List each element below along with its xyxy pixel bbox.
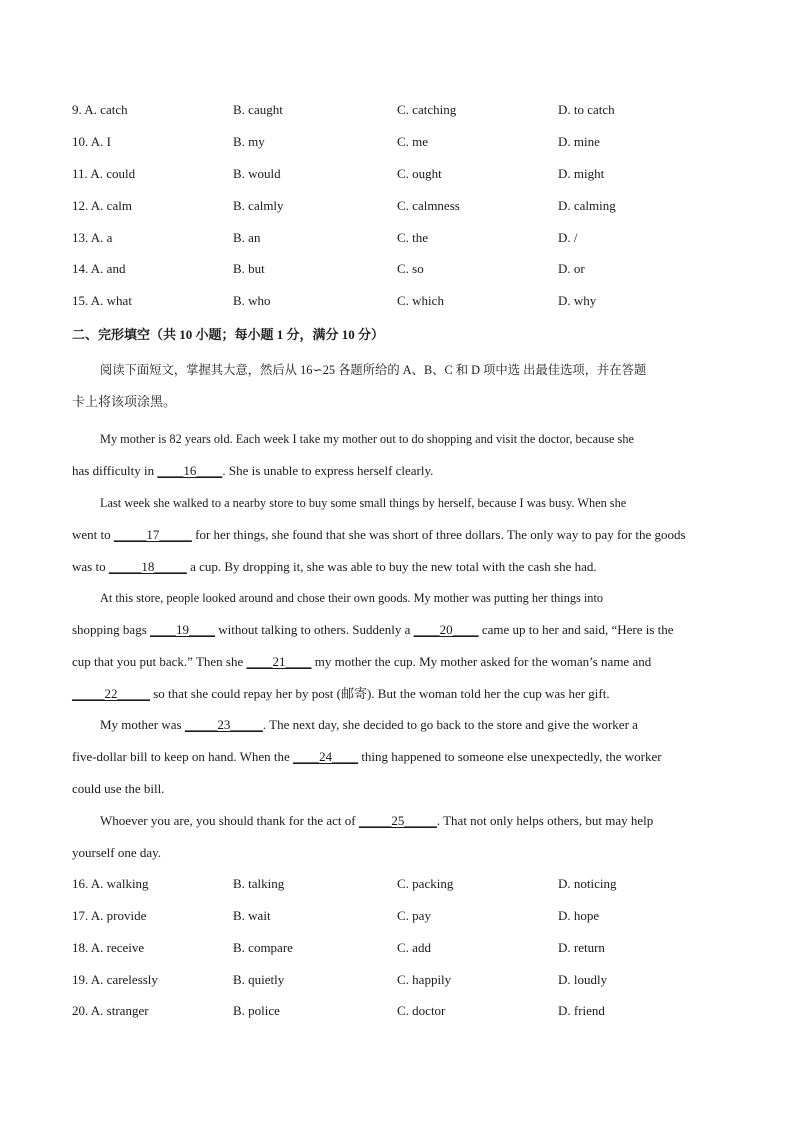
paragraph-line	[72, 741, 722, 773]
option-c: C. calmness	[397, 198, 460, 213]
option-a: 15. A. what	[72, 293, 132, 308]
question-12-options	[72, 198, 732, 218]
question-20-options	[72, 1003, 732, 1023]
option-a: 17. A. provide	[72, 908, 147, 923]
text: so that she could repay her by post (邮寄). But the woman told her the cup was her gift.	[150, 686, 610, 701]
text: my mother the cup. My mother asked for the woman’s name and	[311, 654, 652, 669]
option-c: C. doctor	[397, 1003, 446, 1018]
question-9-options	[72, 102, 732, 122]
option-b: B. caught	[233, 102, 283, 117]
text: . She is unable to express herself clearly.	[222, 463, 434, 478]
passage-paragraph-1	[72, 423, 722, 487]
paragraph-line: Last week she walked to a nearby store to buy some small things by herself, because I was busy. When she	[100, 496, 627, 510]
option-a: 11. A. could	[72, 166, 136, 181]
option-a: 18. A. receive	[72, 940, 145, 955]
question-11-options	[72, 166, 732, 186]
option-d: D. might	[558, 166, 605, 181]
option-c: C. me	[397, 134, 429, 149]
paragraph-line: My mother is 82 years old. Each week I take my mother out to do shopping and visit the doctor, because she	[100, 432, 634, 446]
option-b: B. wait	[233, 908, 271, 923]
blank-25: _____25_____	[358, 813, 437, 828]
text: five-dollar bill to keep on hand. When the	[72, 749, 294, 764]
paragraph-line	[72, 805, 722, 837]
text: came up to her and said, “Here is the	[478, 622, 674, 637]
question-10-options	[72, 134, 732, 154]
paragraph-line	[72, 678, 722, 710]
option-b: B. an	[233, 230, 261, 245]
passage-paragraph-3	[72, 582, 722, 710]
option-c: C. happily	[397, 972, 452, 987]
option-d: D. calming	[558, 198, 616, 213]
text: has difficulty in	[72, 463, 158, 478]
option-d: D. hope	[558, 908, 600, 923]
blank-21: ____21____	[246, 654, 312, 669]
blank-16: ____16____	[157, 463, 223, 478]
option-c: C. ought	[397, 166, 442, 181]
option-c: C. add	[397, 940, 431, 955]
option-d: D. to catch	[558, 102, 615, 117]
option-d: D. /	[558, 230, 578, 245]
paragraph-line	[72, 709, 722, 741]
text: Whoever you are, you should thank for the act of	[100, 813, 359, 828]
text: went to	[72, 527, 114, 542]
option-b: B. compare	[233, 940, 293, 955]
text: for her things, she found that she was short of three dollars. The only way to pay for the goods	[191, 527, 686, 542]
blank-24: ____24____	[293, 749, 359, 764]
option-d: D. or	[558, 261, 585, 276]
option-b: B. police	[233, 1003, 280, 1018]
question-19-options	[72, 972, 732, 992]
option-a: 19. A. carelessly	[72, 972, 158, 987]
option-b: B. my	[233, 134, 265, 149]
option-a: 9. A. catch	[72, 102, 128, 117]
blank-18: _____18_____	[108, 559, 187, 574]
option-d: D. loudly	[558, 972, 608, 987]
question-14-options	[72, 261, 732, 281]
text: My mother was	[100, 717, 185, 732]
question-18-options	[72, 940, 732, 960]
option-d: D. noticing	[558, 876, 617, 891]
option-a: 13. A. a	[72, 230, 113, 245]
instructions-line-1: 阅读下面短文，掌握其大意，然后从 16∽25 各题所给的 A、B、C 和 D 项中选 出最佳选项，并在答题	[100, 363, 647, 377]
paragraph-line	[72, 519, 722, 551]
section-title: 二、完形填空（共 10 小题；每小题 1 分，满分 10 分）	[72, 327, 385, 342]
paragraph-line	[72, 646, 722, 678]
paragraph-line	[72, 614, 722, 646]
option-c: C. which	[397, 293, 444, 308]
instructions-line-2: 卡上将该项涂黑。	[72, 394, 177, 409]
option-b: B. but	[233, 261, 265, 276]
question-13-options	[72, 230, 732, 250]
option-d: D. friend	[558, 1003, 605, 1018]
option-c: C. the	[397, 230, 429, 245]
blank-20: ____20____	[413, 622, 479, 637]
paragraph-line: could use the bill.	[72, 781, 165, 796]
passage-paragraph-2	[72, 487, 722, 583]
option-b: B. calmly	[233, 198, 284, 213]
option-b: B. would	[233, 166, 281, 181]
option-c: C. catching	[397, 102, 457, 117]
option-d: D. mine	[558, 134, 600, 149]
blank-17: _____17_____	[113, 527, 192, 542]
text: shopping bags	[72, 622, 150, 637]
option-b: B. who	[233, 293, 271, 308]
option-a: 10. A. I	[72, 134, 111, 149]
option-c: C. pay	[397, 908, 431, 923]
question-15-options	[72, 293, 732, 313]
passage-paragraph-4	[72, 709, 722, 805]
text: cup that you put back.” Then she	[72, 654, 247, 669]
passage-paragraph-5	[72, 805, 722, 869]
option-a: 16. A. walking	[72, 876, 149, 891]
option-d: D. return	[558, 940, 605, 955]
option-a: 12. A. calm	[72, 198, 132, 213]
option-b: B. quietly	[233, 972, 285, 987]
question-17-options	[72, 908, 732, 928]
blank-19: ____19____	[150, 622, 215, 637]
instructions	[72, 354, 722, 418]
option-a: 14. A. and	[72, 261, 126, 276]
paragraph-line: At this store, people looked around and chose their own goods. My mother was putting her things into	[100, 591, 604, 605]
paragraph-line	[72, 551, 722, 583]
option-d: D. why	[558, 293, 597, 308]
blank-23: _____23_____	[184, 717, 263, 732]
option-b: B. talking	[233, 876, 285, 891]
text: a cup. By dropping it, she was able to buy the new total with the cash she had.	[186, 559, 597, 574]
blank-22: _____22_____	[72, 686, 150, 701]
text: thing happened to someone else unexpectedly, the worker	[358, 749, 662, 764]
option-c: C. packing	[397, 876, 454, 891]
paragraph-line: yourself one day.	[72, 845, 162, 860]
paragraph-line	[72, 455, 722, 487]
option-c: C. so	[397, 261, 424, 276]
text: . The next day, she decided to go back to the store and give the worker a	[262, 717, 638, 732]
question-16-options	[72, 876, 732, 896]
text: . That not only helps others, but may help	[436, 813, 654, 828]
text: without talking to others. Suddenly a	[215, 622, 414, 637]
text: was to	[72, 559, 109, 574]
option-a: 20. A. stranger	[72, 1003, 149, 1018]
